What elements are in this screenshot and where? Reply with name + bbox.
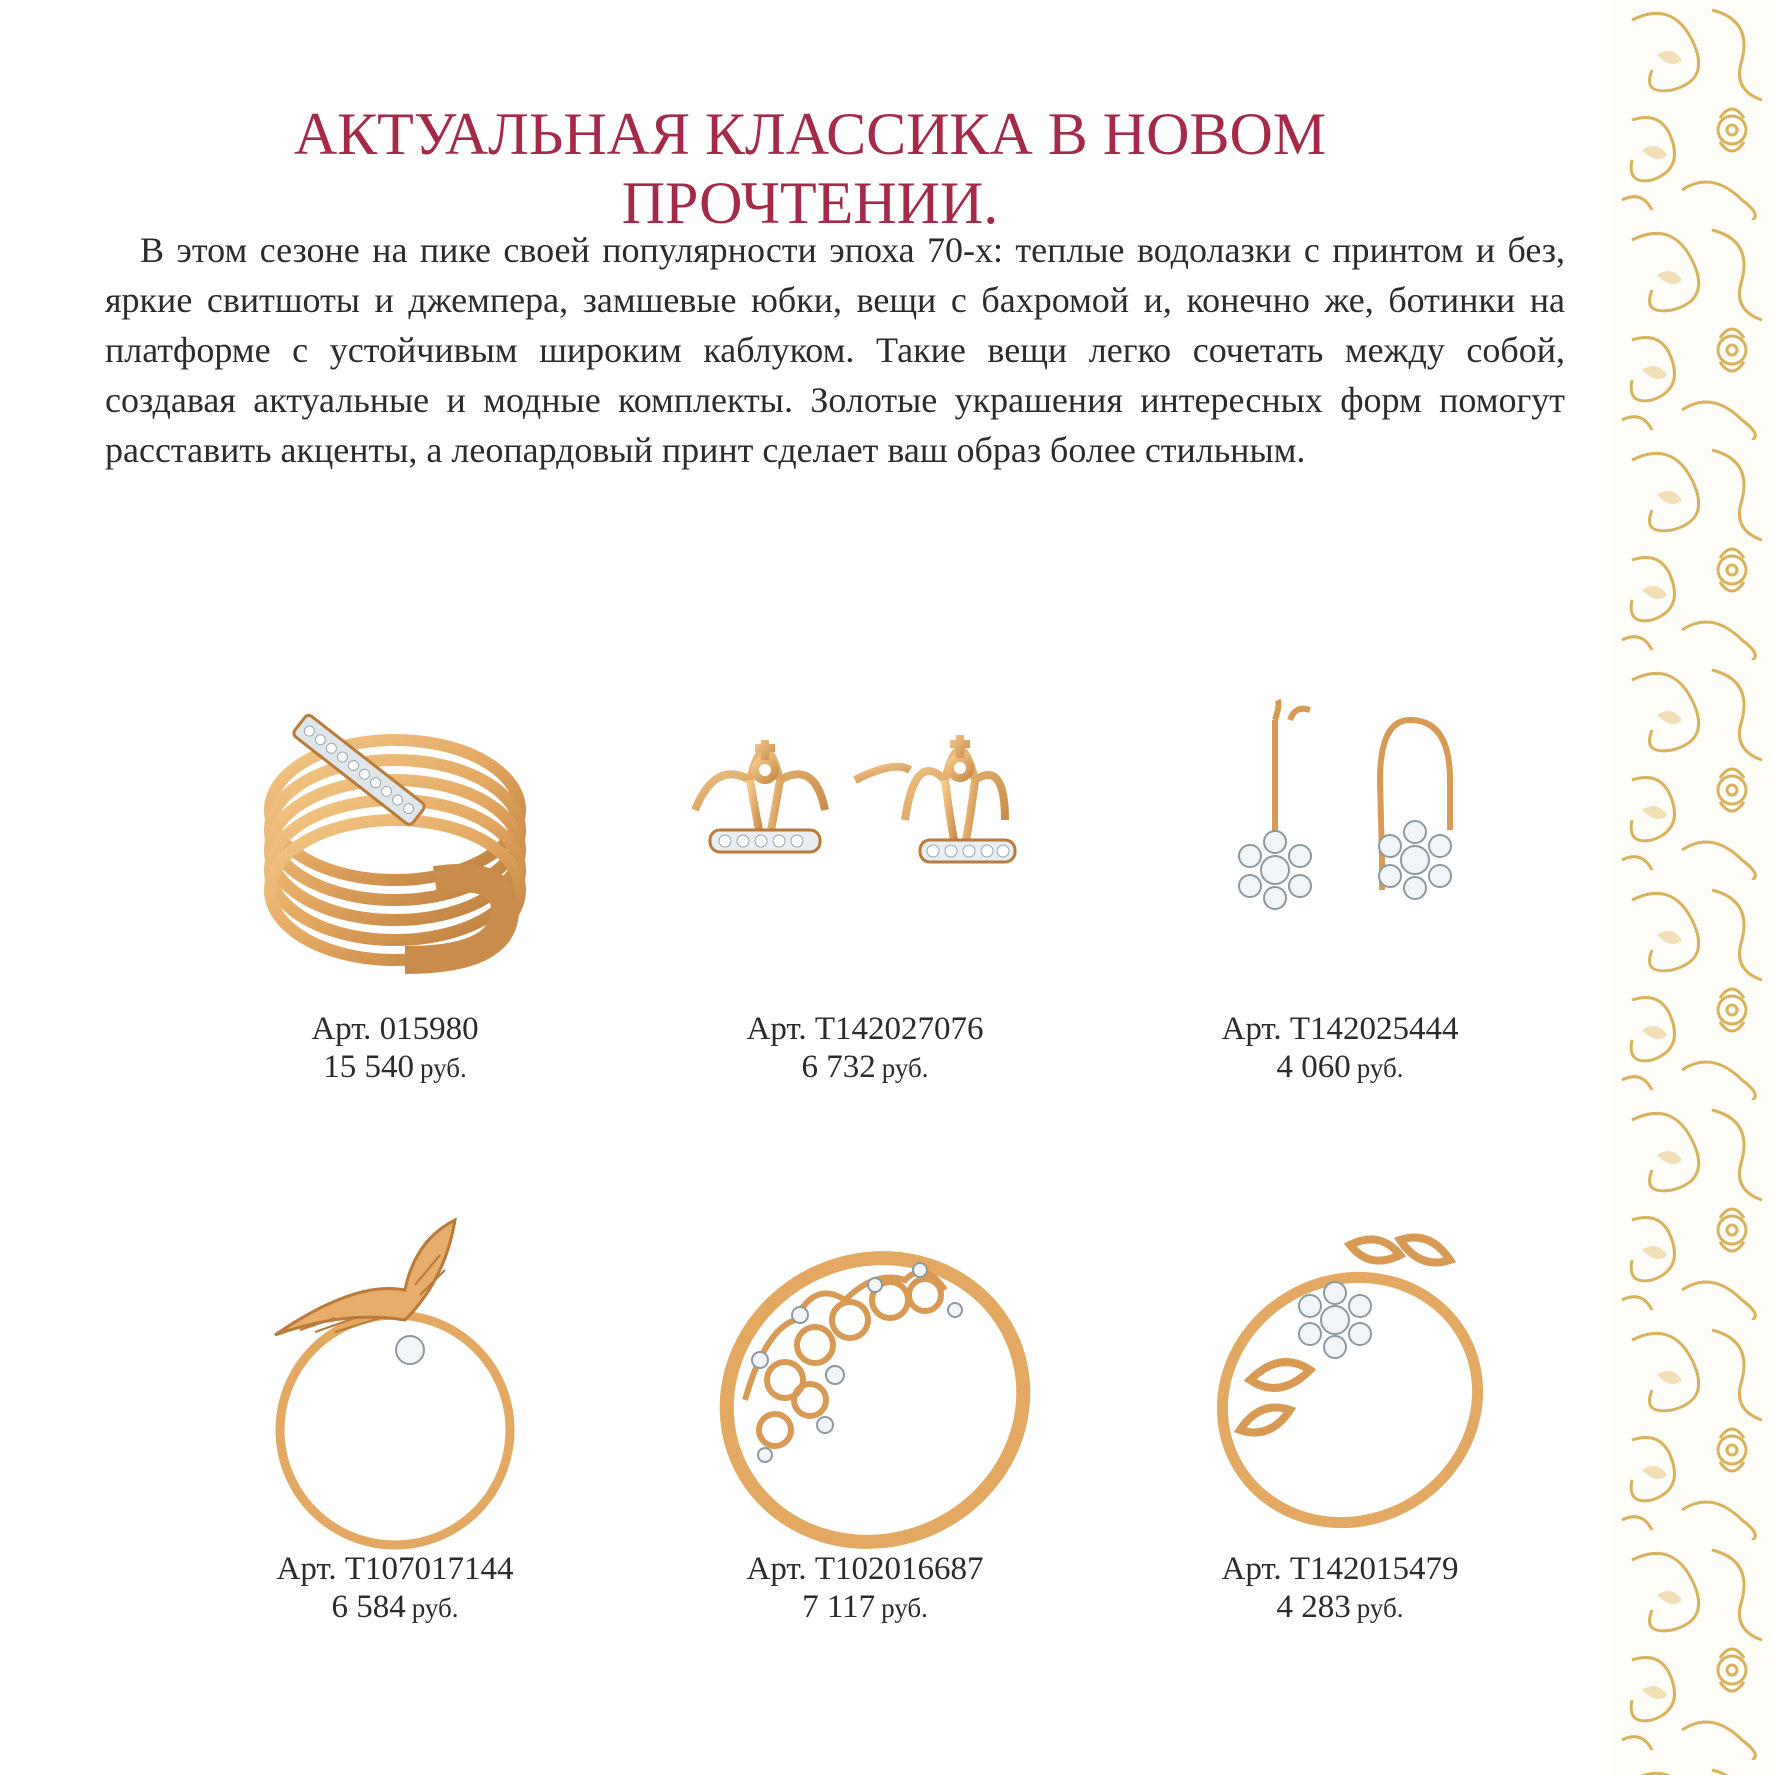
product-article: Арт. Т142015479 — [1221, 1551, 1459, 1587]
product-price: 4 060 — [1276, 1049, 1351, 1085]
wing-ring-image — [205, 1200, 585, 1580]
product-price-line — [205, 1588, 585, 1627]
price-unit: руб. — [411, 1593, 459, 1623]
product-price-line — [675, 1588, 1055, 1627]
product-card[interactable] — [205, 660, 585, 1180]
price-unit: руб. — [881, 1053, 929, 1083]
price-unit: руб. — [419, 1053, 467, 1083]
product-meta — [1150, 1010, 1530, 1087]
product-meta — [205, 1010, 585, 1087]
gold-ornament-border — [1612, 0, 1774, 1775]
product-card[interactable] — [675, 660, 1055, 1180]
product-meta — [205, 1550, 585, 1627]
price-unit: руб. — [1356, 1053, 1404, 1083]
page-title: АКТУАЛЬНАЯ КЛАССИКА В НОВОМ ПРОЧТЕНИИ. — [293, 101, 1327, 236]
product-price-line — [1150, 1048, 1530, 1087]
product-card[interactable] — [1150, 660, 1530, 1180]
price-unit: руб. — [881, 1593, 928, 1623]
product-meta — [1150, 1550, 1530, 1627]
product-article: Арт. Т142025444 — [1221, 1011, 1459, 1047]
product-meta — [675, 1010, 1055, 1087]
product-price: 6 732 — [801, 1049, 876, 1085]
tiara-ring-image — [675, 1200, 1055, 1580]
product-meta — [675, 1550, 1055, 1627]
product-article: Арт. 015980 — [311, 1011, 479, 1047]
flower-ring-image — [1150, 1200, 1530, 1580]
product-card[interactable] — [1150, 1200, 1530, 1720]
product-price: 4 283 — [1276, 1589, 1351, 1625]
product-article: Арт. Т142027076 — [746, 1011, 984, 1047]
price-unit: руб. — [1356, 1593, 1404, 1623]
product-price: 6 584 — [331, 1589, 406, 1625]
product-article: Арт. Т107017144 — [276, 1551, 514, 1587]
product-price-line — [1150, 1588, 1530, 1627]
product-card[interactable] — [205, 1200, 585, 1720]
product-article: Арт. Т102016687 — [746, 1551, 984, 1587]
product-price-line — [205, 1048, 585, 1087]
product-price-line — [675, 1048, 1055, 1087]
wide-ring-image — [205, 660, 585, 1040]
flower-earrings-image — [1150, 660, 1530, 1040]
intro-paragraph: В этом сезоне на пике своей популярности эпоха 70-х: теплые водолазки с принтом и без, яркие свитшоты и джемпера, замшевые юбки, вещи с бахромой и, конечно же, ботинки на платформе с устойчивым широким каблуком. Такие вещи легко сочетать между собой, создавая актуальные и модные комплекты. Золотые украшения интересных форм помогут расставить акценты, а леопардовый принт сделает ваш образ более стильным. — [105, 230, 1565, 470]
product-price: 15 540 — [323, 1049, 414, 1085]
product-price: 7 117 — [802, 1589, 876, 1625]
product-card[interactable] — [675, 1200, 1055, 1720]
floral-pattern-icon — [1612, 0, 1774, 1775]
crown-earrings-image — [675, 660, 1055, 1040]
